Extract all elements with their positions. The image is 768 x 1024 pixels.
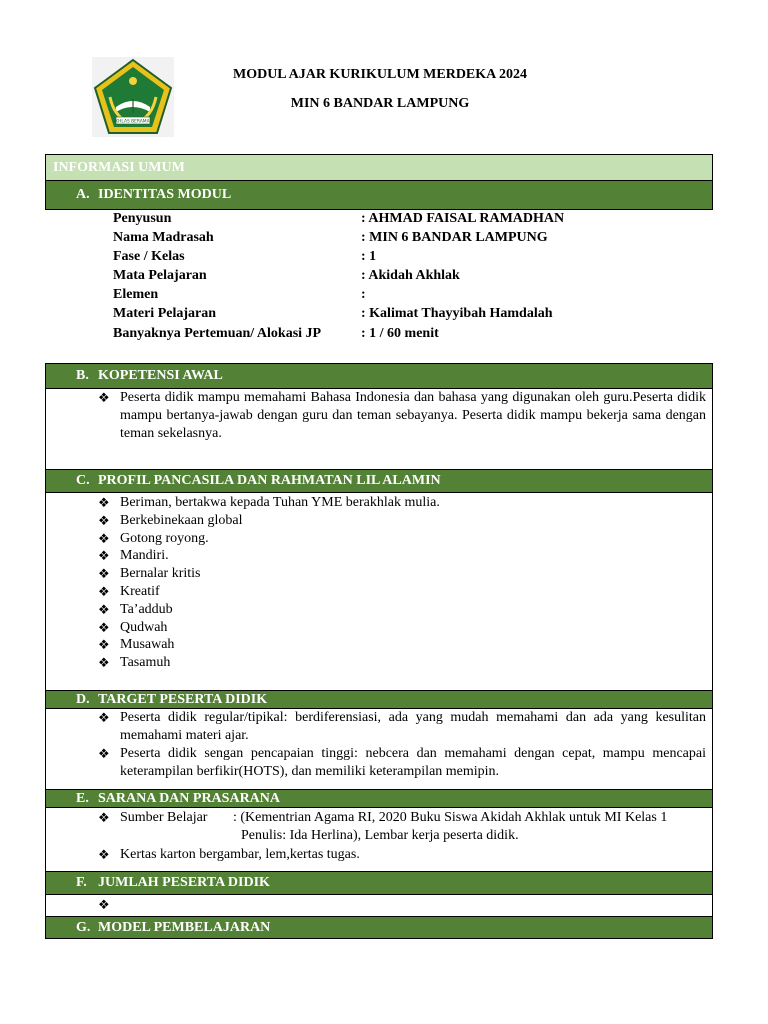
list-item: Berkebinekaan global xyxy=(120,513,243,528)
list-item: Qudwah xyxy=(120,620,168,635)
identity-value: : Akidah Akhlak xyxy=(361,268,460,283)
list-item: Peserta didik mampu memahami Bahasa Indonesia dan bahasa yang digunakan oleh guru.Peserta didik mampu bertanya-jawab dengan guru dan teman sebayanya. Peserta didik mampu bekerja sama dengan teman sekelasnya. xyxy=(120,390,706,441)
list-item: Tasamuh xyxy=(120,655,171,670)
list-item: Ta’addub xyxy=(120,602,173,617)
bullet-icon: ❖ xyxy=(98,584,110,599)
identity-label: Nama Madrasah xyxy=(113,230,214,245)
identity-label: Penyusun xyxy=(113,211,172,226)
list-item: Mandiri. xyxy=(120,548,169,563)
section-d-header: D. TARGET PESERTA DIDIK xyxy=(45,690,713,709)
bullet-icon: ❖ xyxy=(98,513,110,528)
list-item: Peserta didik regular/tipikal: berdiferensiasi, ada yang mudah memahami dan ada yang kesulitan memahami materi ajar. xyxy=(120,710,706,743)
bullet-icon: ❖ xyxy=(98,746,110,761)
bullet-icon: ❖ xyxy=(98,655,110,670)
list-item: Bernalar kritis xyxy=(120,566,201,581)
info-umum-header: INFORMASI UMUM xyxy=(45,154,713,181)
identity-value: : xyxy=(361,287,366,302)
identity-label: Mata Pelajaran xyxy=(113,268,207,283)
section-e-header: E. SARANA DAN PRASARANA xyxy=(45,789,713,808)
section-g-header: G. MODEL PEMBELAJARAN xyxy=(45,916,713,939)
section-f-header: F. JUMLAH PESERTA DIDIK xyxy=(45,871,713,895)
kemenag-logo xyxy=(92,57,174,137)
sarana-line: Penulis: Ida Herlina), Lembar kerja peserta didik. xyxy=(241,828,519,843)
identity-value: : Kalimat Thayyibah Hamdalah xyxy=(361,306,553,321)
bullet-icon: ❖ xyxy=(98,710,110,725)
list-item: Beriman, bertakwa kepada Tuhan YME berakhlak mulia. xyxy=(120,495,440,510)
svg-text:IKHLAS BERAMAL: IKHLAS BERAMAL xyxy=(113,119,153,125)
sarana-line: : (Kementrian Agama RI, 2020 Buku Siswa Akidah Akhlak untuk MI Kelas 1 xyxy=(233,810,668,825)
school-name: MIN 6 BANDAR LAMPUNG xyxy=(290,96,470,111)
list-item: Peserta didik sengan pencapaian tinggi: nebcera dan memahami dengan cepat, mampu mencapai keterampilan berfikir(HOTS), dan memiliki keterampilan memipin. xyxy=(120,746,706,779)
identity-value: : 1 / 60 menit xyxy=(361,326,439,341)
bullet-icon: ❖ xyxy=(98,810,110,825)
section-a-header: A. IDENTITAS MODUL xyxy=(45,180,713,210)
list-item: Musawah xyxy=(120,637,175,652)
bullet-icon: ❖ xyxy=(98,602,110,617)
bullet-icon: ❖ xyxy=(98,548,110,563)
identity-label: Fase / Kelas xyxy=(113,249,185,264)
bullet-icon: ❖ xyxy=(98,620,110,635)
identity-label: Banyaknya Pertemuan/ Alokasi JP xyxy=(113,326,322,341)
bullet-icon: ❖ xyxy=(98,637,110,652)
section-f-body xyxy=(45,894,713,917)
identity-value: : MIN 6 BANDAR LAMPUNG xyxy=(361,230,548,245)
section-c-header: C. PROFIL PANCASILA DAN RAHMATAN LIL ALAMIN xyxy=(45,469,713,493)
identity-label: Elemen xyxy=(113,287,159,302)
identity-value: : AHMAD FAISAL RAMADHAN xyxy=(361,211,565,226)
bullet-icon: ❖ xyxy=(98,495,110,510)
list-item: Kertas karton bergambar, lem,kertas tugas. xyxy=(120,847,360,862)
bullet-icon: ❖ xyxy=(98,847,110,862)
bullet-icon: ❖ xyxy=(98,390,110,405)
section-b-header: B. KOPETENSI AWAL xyxy=(45,363,713,389)
list-item: Gotong royong. xyxy=(120,531,209,546)
document-title: MODUL AJAR KURIKULUM MERDEKA 2024 xyxy=(232,67,527,82)
bullet-icon: ❖ xyxy=(98,531,110,546)
sarana-label: Sumber Belajar xyxy=(120,810,208,825)
bullet-icon: ❖ xyxy=(98,566,110,581)
list-item: Kreatif xyxy=(120,584,160,599)
identity-label: Materi Pelajaran xyxy=(113,306,217,321)
identity-value: : 1 xyxy=(361,249,377,264)
bullet-icon: ❖ xyxy=(98,897,110,912)
